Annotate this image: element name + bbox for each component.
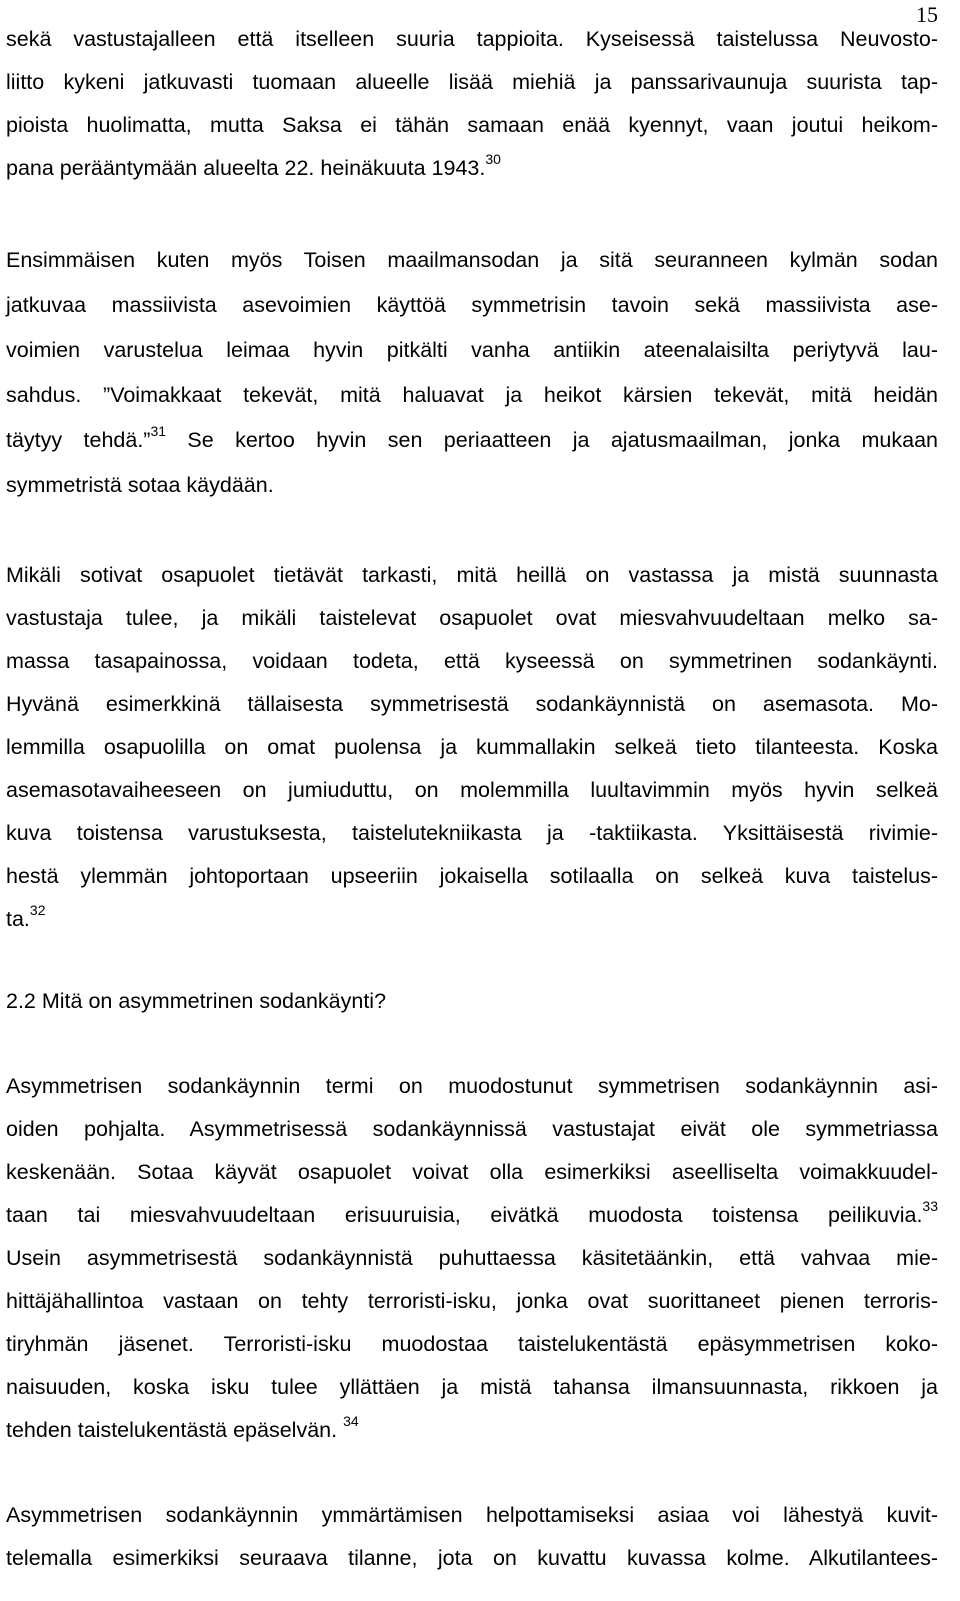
paragraph-3-line-1: Mikäli sotivat osapuolet tietävät tarkasti, mitä heillä on vastassa ja mistä suunnasta [6, 563, 938, 587]
section-heading: 2.2 Mitä on asymmetrinen sodankäynti? [6, 989, 387, 1013]
paragraph-4-line-6: hittäjähallintoa vastaan on tehty terroristi-isku, jonka ovat suorittaneet pienen terroris- [6, 1289, 938, 1313]
paragraph-4-line-1: Asymmetrisen sodankäynnin termi on muodostunut symmetrisen sodankäynnin asi- [6, 1074, 938, 1098]
paragraph-2-line-5-before: täytyy tehdä.” [6, 428, 151, 452]
paragraph-4-line-3: keskenään. Sotaa käyvät osapuolet voivat olla esimerkiksi aseelliselta voimakkuudel- [6, 1160, 938, 1184]
paragraph-5-line-2: telemalla esimerkiksi seuraava tilanne, jota on kuvattu kuvassa kolme. Alkutilantees- [6, 1546, 938, 1570]
paragraph-1-line-4-text: pana perääntymään alueelta 22. heinäkuuta 1943. [6, 156, 486, 180]
paragraph-2-line-3: voimien varustelua leimaa hyvin pitkälti vanha antiikin ateenalaisilta periytyvä lau- [6, 338, 938, 362]
paragraph-2-line-5-after: Se kertoo hyvin sen periaatteen ja ajatusmaailman, jonka mukaan [187, 428, 938, 452]
paragraph-2-line-6: symmetristä sotaa käydään. [6, 473, 274, 497]
paragraph-1-line-1: sekä vastustajalleen että itselleen suuria tappioita. Kyseisessä taistelussa Neuvosto- [6, 27, 938, 51]
paragraph-3-line-4: Hyvänä esimerkkinä tällaisesta symmetrisestä sodankäynnistä on asemasota. Mo- [6, 692, 938, 716]
footnote-ref-30: 30 [485, 150, 501, 167]
paragraph-3-line-3: massa tasapainossa, voidaan todeta, että kyseessä on symmetrinen sodankäynti. [6, 649, 938, 673]
paragraph-4-line-4 [6, 1197, 938, 1230]
paragraph-3-line-7: kuva toistensa varustuksesta, taistelutekniikasta ja -taktiikasta. Yksittäisestä rivimie- [6, 821, 938, 845]
footnote-ref-31: 31 [150, 422, 167, 439]
footnote-ref-33: 33 [922, 1197, 938, 1214]
paragraph-4-line-8: naisuuden, koska isku tulee yllättäen ja mistä tahansa ilmansuunnasta, rikkoen ja [6, 1375, 938, 1399]
paragraph-2-line-1: Ensimmäisen kuten myös Toisen maailmansodan ja sitä seuranneen kylmän sodan [6, 248, 938, 272]
paragraph-2-line-5 [6, 422, 938, 455]
paragraph-3-line-5: lemmilla osapuolilla on omat puolensa ja kummallakin selkeä tieto tilanteesta. Koska [6, 735, 938, 759]
paragraph-4-line-9-text: tehden taistelukentästä epäselvän. [6, 1418, 338, 1442]
paragraph-4-line-7: tiryhmän jäsenet. Terroristi-isku muodostaa taistelukentästä epäsymmetrisen koko- [6, 1332, 938, 1356]
paragraph-3-line-8: hestä ylemmän johtoportaan upseeriin jokaisella sotilaalla on selkeä kuva taistelus- [6, 864, 938, 888]
paragraph-4-line-4-text: taan tai miesvahvuudeltaan erisuuruisia, eivätkä muodosta toistensa peilikuvia. [6, 1203, 923, 1227]
paragraph-3-line-9-text: ta. [6, 907, 30, 931]
paragraph-4-line-5: Usein asymmetrisestä sodankäynnistä puhuttaessa käsitetäänkin, että vahvaa mie- [6, 1246, 938, 1270]
paragraph-2-line-4: sahdus. ”Voimakkaat tekevät, mitä haluavat ja heikot kärsien tekevät, mitä heidän [6, 383, 938, 407]
paragraph-3-line-2: vastustaja tulee, ja mikäli taistelevat osapuolet ovat miesvahvuudeltaan melko sa- [6, 606, 938, 630]
paragraph-3-line-6: asemasotavaiheeseen on jumiuduttu, on molemmilla luultavimmin myös hyvin selkeä [6, 778, 938, 802]
paragraph-1-line-4 [6, 150, 938, 183]
paragraph-4-line-9 [6, 1412, 938, 1445]
paragraph-1-line-3: pioista huolimatta, mutta Saksa ei tähän samaan enää kyennyt, vaan joutui heikom- [6, 113, 938, 137]
footnote-ref-32: 32 [29, 901, 46, 918]
page-number: 15 [916, 2, 938, 27]
paragraph-3-line-9 [6, 901, 938, 934]
footnote-ref-34: 34 [343, 1412, 359, 1429]
paragraph-4-line-2: oiden pohjalta. Asymmetrisessä sodankäynnissä vastustajat eivät ole symmetriassa [6, 1117, 938, 1141]
paragraph-1-line-2: liitto kykeni jatkuvasti tuomaan alueelle lisää miehiä ja panssarivaunuja suurista tap- [6, 70, 938, 94]
paragraph-2-line-2: jatkuvaa massiivista asevoimien käyttöä symmetrisin tavoin sekä massiivista ase- [6, 293, 938, 317]
paragraph-5-line-1: Asymmetrisen sodankäynnin ymmärtämisen helpottamiseksi asiaa voi lähestyä kuvit- [6, 1503, 938, 1527]
